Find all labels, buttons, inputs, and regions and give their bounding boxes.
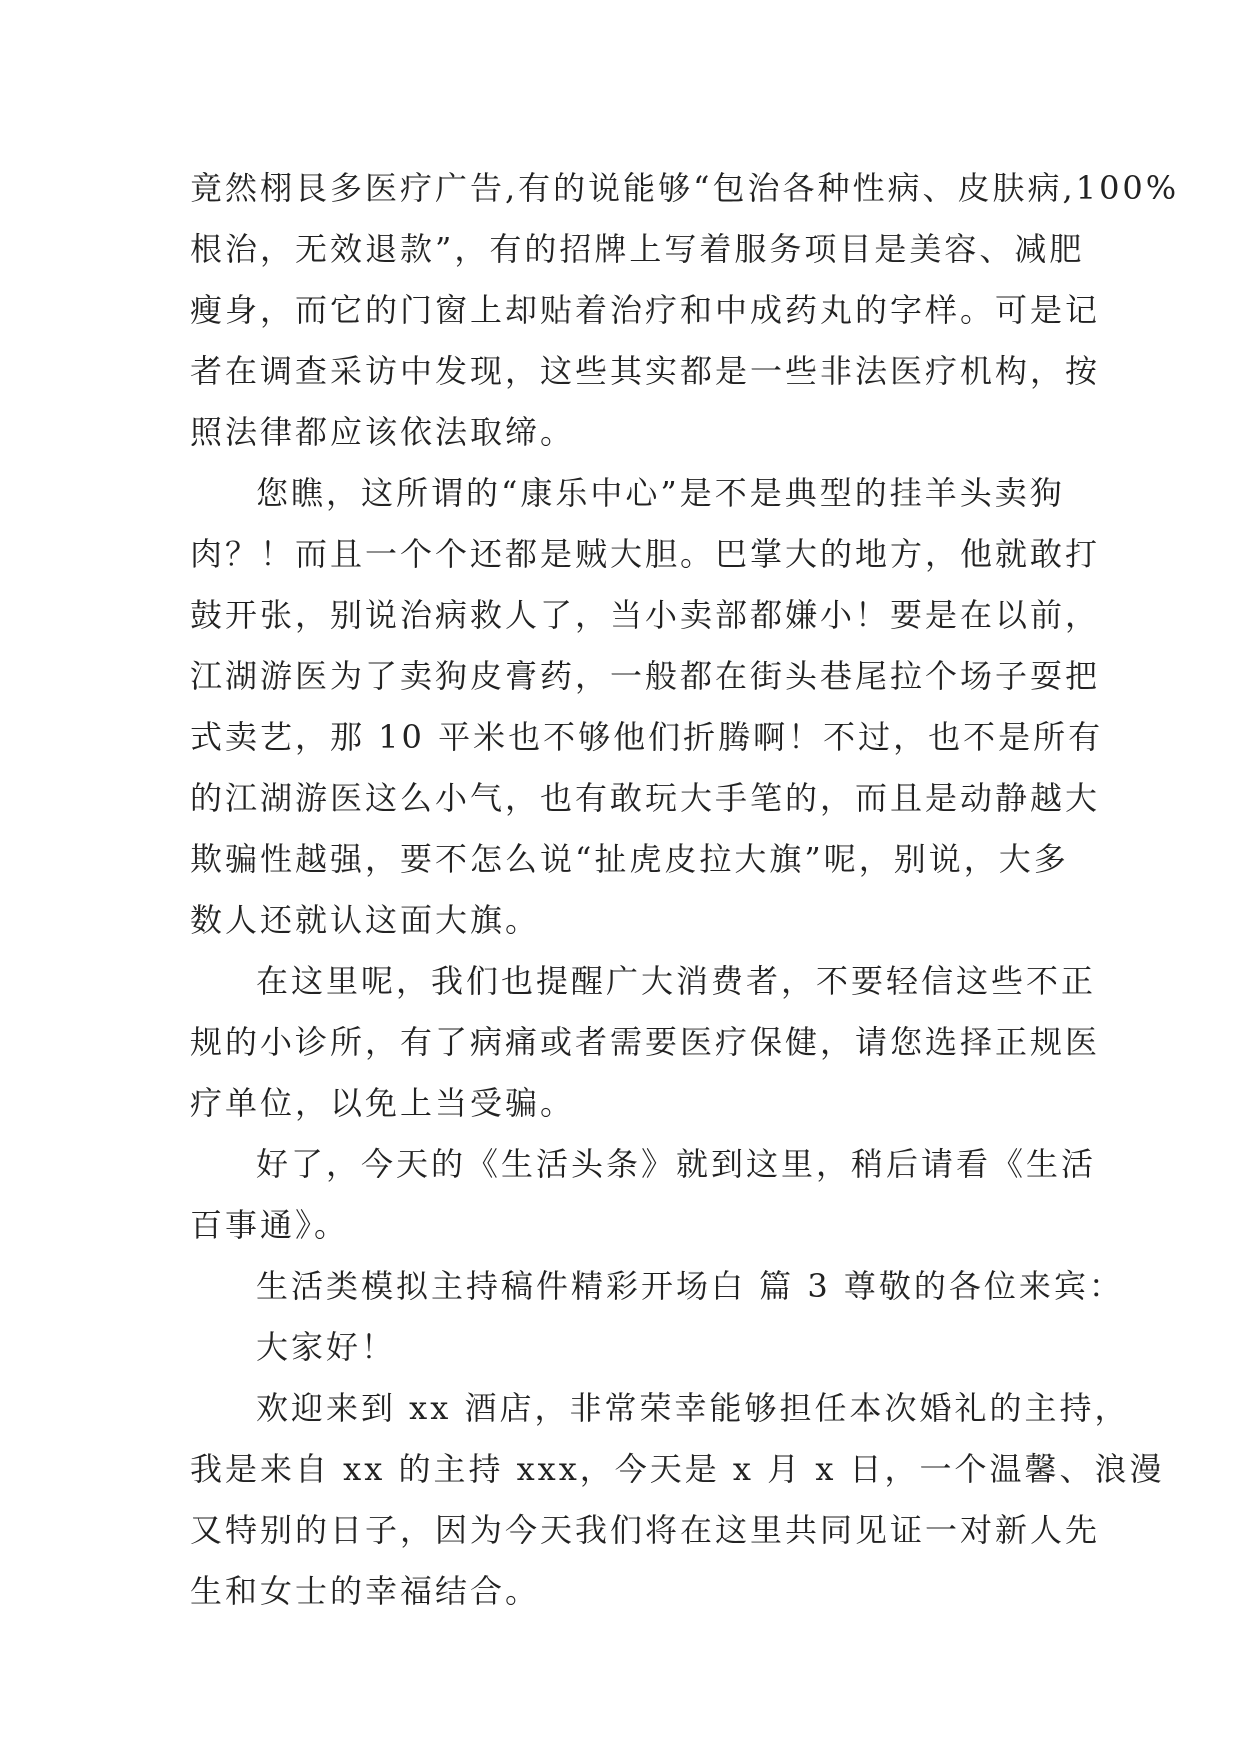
- text-line: 照法律都应该依法取缔。: [190, 413, 576, 451]
- text-line: 根治，无效退款”，有的招牌上写着服务项目是美容、减肥: [190, 230, 1085, 268]
- text-line: 我是来自 xx 的主持 xxx，今天是 x 月 x 日，一个温馨、浪漫: [190, 1450, 1165, 1488]
- text-line: 百事通》。: [190, 1206, 350, 1244]
- text-line: 又特别的日子，因为今天我们将在这里共同见证一对新人先: [190, 1511, 1101, 1549]
- document-body: [190, 158, 1180, 1622]
- text-line: 式卖艺，那 10 平米也不够他们折腾啊！不过，也不是所有: [190, 718, 1104, 756]
- text-line: 生和女士的幸福结合。: [190, 1572, 541, 1610]
- text-line: 您瞧，这所谓的“康乐中心”是不是典型的挂羊头卖狗: [256, 474, 1065, 512]
- text-line: 好了，今天的《生活头条》就到这里，稍后请看《生活: [256, 1145, 1097, 1183]
- text-line: 欺骗性越强，要不怎么说“扯虎皮拉大旗”呢，别说，大多: [190, 840, 1069, 878]
- text-line: 肉？！而且一个个还都是贼大胆。巴掌大的地方，他就敢打: [190, 535, 1101, 573]
- text-line: 鼓开张，别说治病救人了，当小卖部都嫌小！要是在以前，: [190, 596, 1101, 634]
- text-line: 江湖游医为了卖狗皮膏药，一般都在街头巷尾拉个场子耍把: [190, 657, 1101, 695]
- text-line: 的江湖游医这么小气，也有敢玩大手笔的，而且是动静越大: [190, 779, 1101, 817]
- text-line: 欢迎来到 xx 酒店，非常荣幸能够担任本次婚礼的主持，: [256, 1389, 1130, 1427]
- text-line: 生活类模拟主持稿件精彩开场白 篇 3 尊敬的各位来宾：: [256, 1267, 1124, 1305]
- text-line: 竟然栩艮多医疗广告,有的说能够“包治各种性病、皮肤病,100%: [190, 169, 1180, 207]
- text-line: 者在调查采访中发现，这些其实都是一些非法医疗机构，按: [190, 352, 1101, 390]
- text-line: 在这里呢，我们也提醒广大消费者，不要轻信这些不正: [256, 962, 1097, 1000]
- text-line: 大家好！: [256, 1328, 397, 1366]
- text-line: 瘦身，而它的门窗上却贴着治疗和中成药丸的字样。可是记: [190, 291, 1101, 329]
- text-line: 疗单位，以免上当受骗。: [190, 1084, 576, 1122]
- text-line: 数人还就认这面大旗。: [190, 901, 541, 939]
- text-line: 规的小诊所，有了病痛或者需要医疗保健，请您选择正规医: [190, 1023, 1101, 1061]
